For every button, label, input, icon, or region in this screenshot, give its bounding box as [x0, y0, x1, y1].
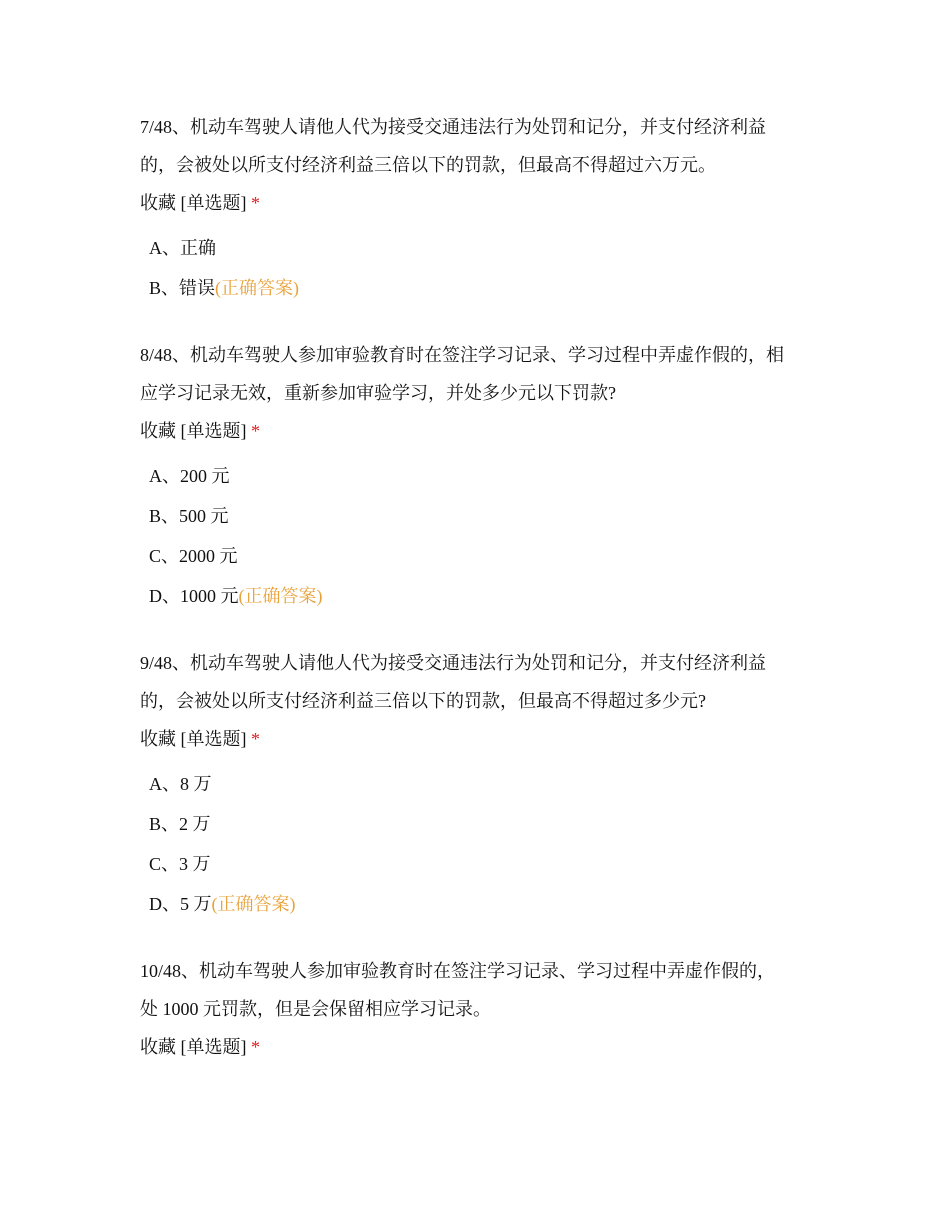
required-star: *: [251, 729, 260, 749]
option-label: A、8 万: [149, 774, 212, 794]
favorite-type-label[interactable]: 收藏 [单选题]: [140, 193, 247, 213]
option-list: [140, 456, 820, 616]
question-10: [140, 952, 820, 1066]
option-d[interactable]: [140, 884, 820, 924]
question-text: [140, 336, 820, 412]
favorite-type-label[interactable]: 收藏 [单选题]: [140, 1037, 247, 1057]
favorite-type-label[interactable]: 收藏 [单选题]: [140, 421, 247, 441]
question-text-line: 9/48、机动车驾驶人请他人代为接受交通违法行为处罚和记分，并支付经济利益: [140, 653, 766, 673]
option-c[interactable]: [140, 844, 820, 884]
option-c[interactable]: [140, 536, 820, 576]
option-label: B、错误: [149, 278, 216, 298]
option-label: A、正确: [149, 238, 216, 258]
option-a[interactable]: [140, 228, 820, 268]
question-meta: [140, 1028, 820, 1066]
question-text: [140, 952, 820, 1028]
option-label: A、200 元: [149, 466, 230, 486]
option-label: C、3 万: [149, 854, 211, 874]
question-text-line: 8/48、机动车驾驶人参加审验教育时在签注学习记录、学习过程中弄虚作假的，相: [140, 345, 784, 365]
option-list: [140, 228, 820, 308]
option-d[interactable]: [140, 576, 820, 616]
option-label: D、1000 元: [149, 586, 239, 606]
question-meta: [140, 184, 820, 222]
option-list: [140, 764, 820, 924]
option-b[interactable]: [140, 268, 820, 308]
required-star: *: [251, 193, 260, 213]
question-text-line: 7/48、机动车驾驶人请他人代为接受交通违法行为处罚和记分，并支付经济利益: [140, 117, 766, 137]
option-label: B、2 万: [149, 814, 211, 834]
question-meta: [140, 412, 820, 450]
option-b[interactable]: [140, 804, 820, 844]
question-text-line: 应学习记录无效，重新参加审验学习，并处多少元以下罚款?: [140, 383, 616, 403]
correct-answer-tag: (正确答案): [211, 894, 296, 914]
favorite-type-label[interactable]: 收藏 [单选题]: [140, 729, 247, 749]
option-label: B、500 元: [149, 506, 229, 526]
correct-answer-tag: (正确答案): [215, 278, 300, 298]
option-label: D、5 万: [149, 894, 212, 914]
required-star: *: [251, 1037, 260, 1057]
question-list: [140, 108, 820, 1072]
question-text-line: 10/48、机动车驾驶人参加审验教育时在签注学习记录、学习过程中弄虚作假的，: [140, 961, 775, 981]
question-7: [140, 108, 820, 308]
option-label: C、2000 元: [149, 546, 238, 566]
question-9: [140, 644, 820, 924]
question-meta: [140, 720, 820, 758]
option-a[interactable]: [140, 456, 820, 496]
question-8: [140, 336, 820, 616]
question-text-line: 处 1000 元罚款，但是会保留相应学习记录。: [140, 999, 491, 1019]
required-star: *: [251, 421, 260, 441]
question-text-line: 的，会被处以所支付经济利益三倍以下的罚款，但最高不得超过多少元?: [140, 691, 706, 711]
option-a[interactable]: [140, 764, 820, 804]
question-text: [140, 644, 820, 720]
question-text: [140, 108, 820, 184]
correct-answer-tag: (正确答案): [238, 586, 323, 606]
question-text-line: 的，会被处以所支付经济利益三倍以下的罚款，但最高不得超过六万元。: [140, 155, 716, 175]
option-b[interactable]: [140, 496, 820, 536]
